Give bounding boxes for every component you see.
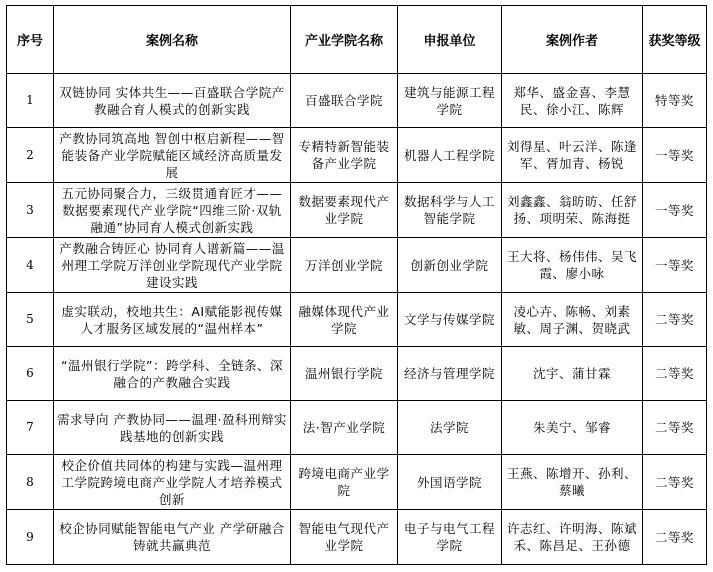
cell-award-level: 二等奖 [643, 293, 707, 347]
header-award-level: 获奖等级 [643, 6, 707, 74]
cell-award-level: 二等奖 [643, 347, 707, 401]
cell-case-name: 虚实联动，校地共生：AI赋能影视传媒人才服务区域发展的“温州样本” [54, 293, 291, 347]
cell-applicant-unit: 电子与电气工程学院 [398, 510, 502, 565]
cell-applicant-unit: 机器人工程学院 [398, 128, 502, 183]
cell-applicant-unit: 文学与传媒学院 [398, 293, 502, 347]
header-serial-number: 序号 [7, 6, 54, 74]
cell-industry-college: 智能电气现代产业学院 [291, 510, 398, 565]
cell-case-name: 校企协同赋能智能电气产业 产学研融合铸就共赢典范 [54, 510, 291, 565]
cell-applicant-unit: 经济与管理学院 [398, 347, 502, 401]
table-row [7, 347, 707, 401]
cell-case-authors: 王燕、陈增开、孙利、蔡曦 [502, 455, 643, 510]
cell-case-name: “温州银行学院”：跨学科、全链条、深融合的产教融合实践 [54, 347, 291, 401]
cell-award-level: 二等奖 [643, 455, 707, 510]
cell-industry-college: 跨境电商产业学院 [291, 455, 398, 510]
cell-industry-college: 温州银行学院 [291, 347, 398, 401]
cell-case-name: 校企价值共同体的构建与实践—温州理工学院跨境电商产业学院人才培养模式创新 [54, 455, 291, 510]
header-applicant-unit: 申报单位 [398, 6, 502, 74]
cell-applicant-unit: 创新创业学院 [398, 238, 502, 293]
cell-industry-college: 法·智产业学院 [291, 401, 398, 455]
table-row [7, 293, 707, 347]
cell-serial-number: 3 [7, 183, 54, 238]
cell-award-level: 特等奖 [643, 74, 707, 128]
cell-case-authors: 王大将、杨伟伟、吴飞霞、廖小咏 [502, 238, 643, 293]
cell-applicant-unit: 数据科学与人工智能学院 [398, 183, 502, 238]
header-industry-college: 产业学院名称 [291, 6, 398, 74]
award-results-table [6, 5, 707, 565]
table-row [7, 183, 707, 238]
cell-serial-number: 5 [7, 293, 54, 347]
cell-award-level: 一等奖 [643, 238, 707, 293]
cell-serial-number: 1 [7, 74, 54, 128]
cell-serial-number: 8 [7, 455, 54, 510]
table-header-row [7, 6, 707, 74]
cell-case-name: 双链协同 实体共生——百盛联合学院产教融合育人模式的创新实践 [54, 74, 291, 128]
table-row [7, 238, 707, 293]
cell-case-authors: 郑华、盛金喜、李慧民、徐小江、陈辉 [502, 74, 643, 128]
cell-case-authors: 刘鑫鑫、翁昉昉、任舒扬、项明荣、陈海挺 [502, 183, 643, 238]
cell-award-level: 二等奖 [643, 401, 707, 455]
cell-case-name: 五元协同聚合力，三级贯通育匠才——数据要素现代产业学院“四维三阶·双轨融通”协同育人模式创新实践 [54, 183, 291, 238]
cell-serial-number: 7 [7, 401, 54, 455]
table-row [7, 401, 707, 455]
cell-industry-college: 融媒体现代产业学院 [291, 293, 398, 347]
cell-industry-college: 数据要素现代产业学院 [291, 183, 398, 238]
cell-award-level: 一等奖 [643, 183, 707, 238]
cell-applicant-unit: 建筑与能源工程学院 [398, 74, 502, 128]
header-case-name: 案例名称 [54, 6, 291, 74]
cell-case-name: 需求导向 产教协同——温理·盈科刑辩实践基地的创新实践 [54, 401, 291, 455]
cell-industry-college: 百盛联合学院 [291, 74, 398, 128]
cell-applicant-unit: 外国语学院 [398, 455, 502, 510]
cell-serial-number: 9 [7, 510, 54, 565]
cell-award-level: 二等奖 [643, 510, 707, 565]
cell-industry-college: 专精特新智能装备产业学院 [291, 128, 398, 183]
cell-serial-number: 4 [7, 238, 54, 293]
cell-case-name: 产教融合铸匠心 协同育人谱新篇——温州理工学院万洋创业学院现代产业学院建设实践 [54, 238, 291, 293]
header-case-authors: 案例作者 [502, 6, 643, 74]
cell-applicant-unit: 法学院 [398, 401, 502, 455]
cell-serial-number: 6 [7, 347, 54, 401]
cell-case-authors: 许志红、许明海、陈斌禾、陈昌足、王孙德 [502, 510, 643, 565]
cell-case-authors: 凌心卉、陈畅、刘素敏、周子渊、贺晓武 [502, 293, 643, 347]
cell-industry-college: 万洋创业学院 [291, 238, 398, 293]
table-row [7, 455, 707, 510]
cell-case-authors: 朱美宁、邹睿 [502, 401, 643, 455]
cell-serial-number: 2 [7, 128, 54, 183]
table-row [7, 128, 707, 183]
cell-award-level: 一等奖 [643, 128, 707, 183]
cell-case-authors: 沈宇、蒲甘霖 [502, 347, 643, 401]
table-row [7, 510, 707, 565]
table-row [7, 74, 707, 128]
cell-case-authors: 刘得星、叶云洋、陈逢军、胥加青、杨锐 [502, 128, 643, 183]
cell-case-name: 产教协同筑高地 智创中枢启新程——智能装备产业学院赋能区域经济高质量发展 [54, 128, 291, 183]
